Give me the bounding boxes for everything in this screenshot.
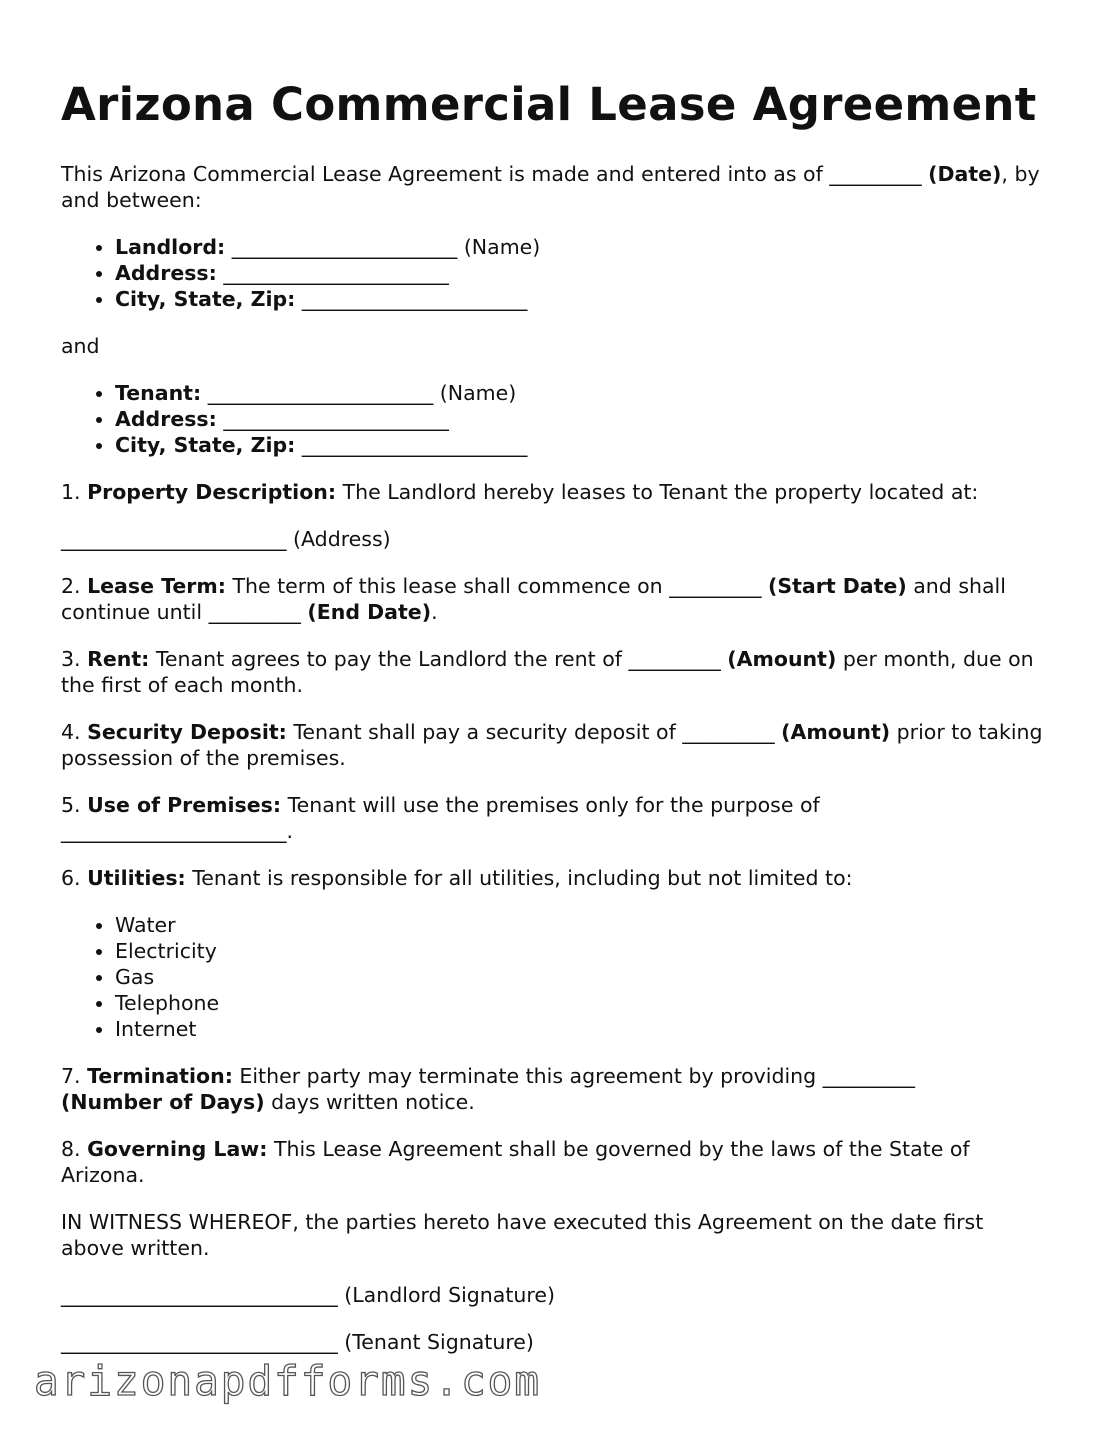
section-text: per month, due on the first of each month.: [61, 647, 1034, 697]
section-number: 2.: [61, 574, 81, 598]
landlord-address-label: Address:: [115, 261, 217, 285]
landlord-signature-label: (Landlord Signature): [337, 1283, 555, 1307]
utility-item: • Telephone: [115, 990, 1051, 1016]
section-number: 5.: [61, 793, 81, 817]
tenant-city-blank: ______________________: [301, 433, 528, 457]
property-address-label: (Address): [286, 527, 391, 551]
section-heading: Rent:: [87, 647, 150, 671]
tenant-signature-line: [61, 1329, 1051, 1355]
rent-amount-label: (Amount): [727, 647, 837, 671]
watermark: arizonapdfforms.com: [34, 1357, 541, 1405]
section-number: 4.: [61, 720, 81, 744]
section-text: This Lease Agreement shall be governed by the laws of the State of Arizona.: [61, 1137, 970, 1187]
landlord-signature-line: [61, 1282, 1051, 1308]
landlord-city-item: [115, 286, 1051, 312]
tenant-city-item: [115, 432, 1051, 458]
end-date-blank: _________: [208, 600, 301, 624]
section-number: 1.: [61, 480, 81, 504]
landlord-name-item: [115, 234, 1051, 260]
section-number: 7.: [61, 1064, 81, 1088]
section-text: Tenant shall pay a security deposit of: [286, 720, 683, 744]
section-heading: Lease Term:: [87, 574, 226, 598]
section-heading: Use of Premises:: [87, 793, 282, 817]
section-text: The Landlord hereby leases to Tenant the property located at:: [336, 480, 979, 504]
section-heading: Security Deposit:: [87, 720, 287, 744]
landlord-city-blank: ______________________: [301, 287, 528, 311]
section-text: prior to taking possession of the premises.: [61, 720, 1043, 770]
utility-item: • Water: [115, 912, 1051, 938]
section-text: days written notice.: [264, 1090, 475, 1114]
landlord-signature-blank: ___________________________: [61, 1283, 338, 1307]
tenant-name-blank: ______________________: [207, 381, 434, 405]
section-text: Tenant will use the premises only for the purpose of: [281, 793, 820, 817]
section-number: 8.: [61, 1137, 81, 1161]
landlord-address-blank: ______________________: [223, 261, 449, 285]
tenant-address-blank: ______________________: [223, 407, 449, 431]
notice-days-label: (Number of Days): [61, 1090, 265, 1114]
section-termination: [61, 1063, 1051, 1115]
section-heading: Governing Law:: [87, 1137, 268, 1161]
tenant-name-item: [115, 380, 1051, 406]
tenant-name-suffix: (Name): [433, 381, 517, 405]
purpose-blank: ______________________: [61, 819, 287, 843]
section-property-description: [61, 479, 1051, 505]
landlord-address-item: [115, 260, 1051, 286]
tenant-address-item: [115, 406, 1051, 432]
landlord-name-blank: ______________________: [231, 235, 458, 259]
utility-item: • Internet: [115, 1016, 1051, 1042]
intro-paragraph: [61, 161, 1051, 213]
property-address-blank: ______________________: [61, 527, 287, 551]
section-security-deposit: [61, 719, 1051, 771]
section-heading: Utilities:: [87, 866, 186, 890]
start-date-label: (Start Date): [767, 574, 907, 598]
tenant-address-label: Address:: [115, 407, 217, 431]
section-number: 6.: [61, 866, 81, 890]
section-text: The term of this lease shall commence on: [225, 574, 670, 598]
intro-date-label: (Date): [928, 162, 1002, 186]
start-date-blank: _________: [669, 574, 762, 598]
landlord-name-suffix: (Name): [457, 235, 541, 259]
section-heading: Termination:: [87, 1064, 233, 1088]
tenant-list: [61, 380, 1051, 458]
landlord-list: [61, 234, 1051, 312]
intro-suffix: , by and between:: [61, 162, 1040, 212]
section-heading: Property Description:: [87, 480, 337, 504]
document-page: [61, 78, 1051, 1355]
tenant-name-label: Tenant:: [115, 381, 202, 405]
utilities-list: [61, 912, 1051, 1042]
section-governing-law: [61, 1136, 1051, 1188]
landlord-city-label: City, State, Zip:: [115, 287, 296, 311]
and-text: and: [61, 334, 100, 358]
section-use-of-premises: [61, 792, 1051, 844]
section-utilities: [61, 865, 1051, 891]
document-title: Arizona Commercial Lease Agreement: [61, 78, 1037, 131]
deposit-amount-blank: _________: [682, 720, 775, 744]
deposit-amount-label: (Amount): [781, 720, 891, 744]
section-rent: [61, 646, 1051, 698]
landlord-name-label: Landlord:: [115, 235, 226, 259]
section-text: .: [286, 819, 294, 843]
section-text: and shall continue until: [61, 574, 1006, 624]
section-lease-term: [61, 573, 1051, 625]
end-date-label: (End Date): [307, 600, 432, 624]
intro-text: This Arizona Commercial Lease Agreement is made and entered into as of: [61, 162, 823, 186]
section-number: 3.: [61, 647, 81, 671]
section-text: Tenant is responsible for all utilities, including but not limited to:: [185, 866, 853, 890]
witness-paragraph: IN WITNESS WHEREOF, the parties hereto have executed this Agreement on the date first above written.: [61, 1210, 984, 1260]
rent-amount-blank: _________: [628, 647, 721, 671]
tenant-signature-label: (Tenant Signature): [337, 1330, 534, 1354]
utility-item: • Gas: [115, 964, 1051, 990]
tenant-signature-blank: ___________________________: [61, 1330, 338, 1354]
property-address-line: [61, 526, 1051, 552]
utility-item: • Electricity: [115, 938, 1051, 964]
tenant-city-label: City, State, Zip:: [115, 433, 296, 457]
section-text: Either party may terminate this agreement by providing: [232, 1064, 823, 1088]
section-text: .: [431, 600, 438, 624]
intro-date-blank: _________: [829, 162, 922, 186]
notice-days-blank: _________: [822, 1064, 915, 1088]
section-text: Tenant agrees to pay the Landlord the rent of: [149, 647, 629, 671]
